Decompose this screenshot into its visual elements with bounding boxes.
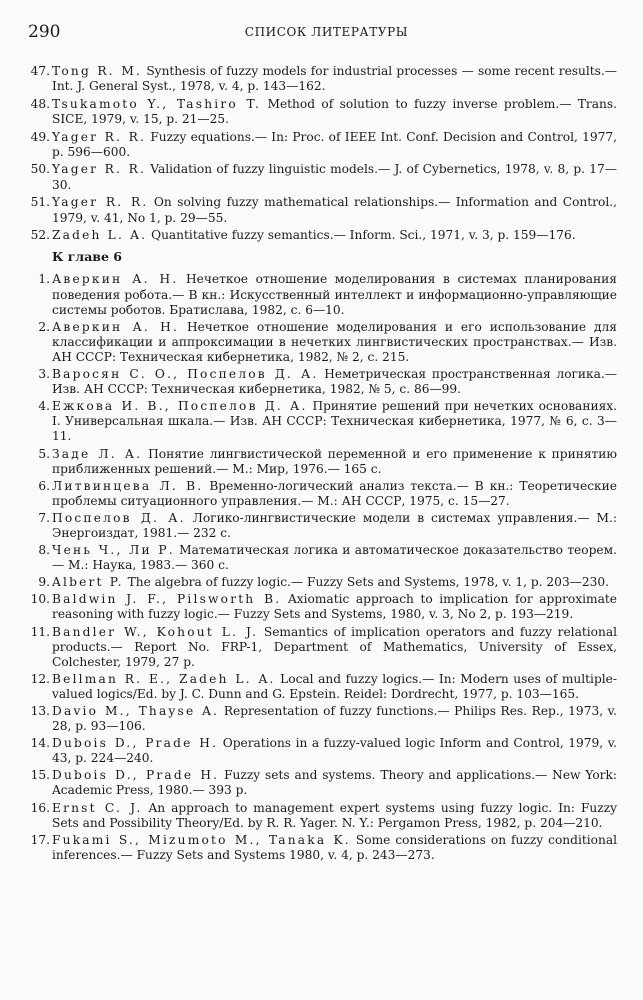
- reference-number: 5.: [38, 446, 50, 461]
- reference-author: Заде Л. А.: [52, 446, 143, 461]
- reference-text: Принятие решений при нечетких основаниях. I. Универсальная шкала.— Изв. АН СССР: Техническая кибернетика, 1977, № 6, с. 3—11.: [52, 399, 618, 444]
- reference-entry: [22, 367, 617, 397]
- reference-number: 14.: [30, 736, 50, 751]
- reference-author: Аверкин А. Н.: [52, 319, 180, 334]
- reference-list-previous-chapter: [22, 64, 617, 243]
- reference-entry: [22, 511, 617, 541]
- reference-list-chapter-6: [22, 272, 617, 862]
- reference-number: 50.: [30, 162, 50, 177]
- reference-text: Понятие лингвистической переменной и его применение к принятию приближенных решений.— М.: Мир, 1976.— 165 с.: [52, 446, 617, 476]
- reference-number: 16.: [30, 800, 50, 815]
- reference-entry: [22, 447, 617, 477]
- reference-entry: [22, 736, 617, 766]
- reference-author: Tong R. M.: [52, 64, 143, 78]
- reference-text: Validation of fuzzy linguistic models.— J. of Cybernetics, 1978, v. 8, p. 17—30.: [52, 162, 617, 192]
- reference-number: 6.: [38, 478, 50, 493]
- reference-text: Axiomatic approach to implication for approximate reasoning with fuzzy logic.— Fuzzy Sets and Systems, 1980, v. 3, No 2, p. 193—219.: [52, 592, 617, 622]
- reference-number: 10.: [30, 592, 50, 607]
- bibliography: [22, 64, 617, 865]
- reference-number: 17.: [30, 832, 50, 847]
- reference-text: Временно-логический анализ текста.— В кн.: Теоретические проблемы ситуационного управления.— М.: АН СССР, 1975, с. 15—27.: [52, 478, 617, 508]
- reference-author: Ernst C. J.: [52, 800, 143, 815]
- reference-entry: [22, 130, 617, 161]
- reference-text: The algebra of fuzzy logic.— Fuzzy Sets and Systems, 1978, v. 1, p. 203—230.: [123, 575, 610, 590]
- reference-text: Quantitative fuzzy semantics.— Inform. Sci., 1971, v. 3, p. 159—176.: [147, 228, 576, 243]
- reference-author: Yager R. R.: [52, 195, 149, 210]
- reference-text: Математическая логика и автоматическое доказательство теорем.— М.: Наука, 1983.— 360 с.: [52, 543, 617, 573]
- reference-number: 1.: [38, 272, 50, 287]
- reference-author: Варосян С. О., Поспелов Д. А.: [52, 367, 319, 382]
- reference-text: An approach to management expert systems using fuzzy logic. In: Fuzzy Sets and Possibility Theory/Ed. by R. R. Yager. N. Y.: Pergamon Press, 1982, p. 204—210.: [52, 800, 617, 830]
- reference-entry: [22, 228, 617, 243]
- reference-author: Чень Ч., Ли Р.: [52, 543, 175, 558]
- section-heading: К главе 6: [52, 249, 122, 265]
- reference-number: 47.: [30, 64, 50, 78]
- reference-number: 4.: [38, 399, 50, 414]
- running-head: СПИСОК ЛИТЕРАТУРЫ: [244, 25, 409, 39]
- reference-text: Fuzzy equations.— In: Proc. of IEEE Int. Conf. Decision and Control, 1977, p. 596—600.: [52, 129, 617, 160]
- reference-author: Zadeh L. A.: [52, 228, 148, 243]
- reference-number: 2.: [38, 319, 50, 334]
- reference-entry: [22, 272, 617, 317]
- reference-entry: [22, 704, 617, 734]
- reference-text: Fuzzy sets and systems. Theory and applications.— New York: Academic Press, 1980.— 393 p.: [52, 768, 617, 798]
- reference-entry: [22, 543, 617, 573]
- reference-author: Bellman R. E., Zadeh L. A.: [52, 671, 276, 686]
- reference-entry: [22, 162, 617, 193]
- reference-author: Davio M., Thayse A.: [52, 704, 220, 718]
- reference-author: Литвинцева Л. В.: [52, 478, 204, 493]
- reference-text: Логико-лингвистические модели в системах управления.— М.: Энергоиздат, 1981.— 232 с.: [52, 510, 617, 540]
- page-number: 290: [28, 22, 61, 42]
- reference-number: 49.: [30, 129, 50, 144]
- reference-entry: [22, 479, 617, 509]
- reference-entry: [22, 575, 617, 590]
- reference-author: Поспелов Д. А.: [52, 510, 186, 525]
- reference-number: 9.: [38, 575, 50, 590]
- reference-number: 11.: [30, 624, 50, 639]
- reference-entry: [22, 320, 617, 365]
- reference-entry: [22, 195, 617, 226]
- reference-author: Yager R. R.: [52, 162, 147, 177]
- reference-author: Dubois D., Prade H.: [52, 768, 220, 783]
- reference-number: 8.: [38, 543, 50, 558]
- reference-entry: [22, 672, 617, 702]
- reference-entry: [22, 625, 617, 670]
- reference-number: 52.: [30, 228, 50, 243]
- reference-author: Dubois D., Prade H.: [52, 736, 219, 751]
- reference-text: Method of solution to fuzzy inverse problem.— Trans. SICE, 1979, v. 15, p. 21—25.: [52, 96, 617, 127]
- reference-author: Yager R. R.: [52, 129, 147, 144]
- reference-number: 15.: [30, 768, 50, 783]
- reference-author: Albert P.: [52, 575, 124, 590]
- reference-text: Нечеткое отношение моделирования в системах планирования поведения робота.— В кн.: Искусственный интеллект и информационно-управляющие системы роботов. Братислава, 1982, с. 6—10.: [52, 272, 617, 317]
- reference-number: 13.: [30, 704, 50, 718]
- reference-entry: [22, 399, 617, 444]
- reference-text: Synthesis of fuzzy models for industrial processes — some recent results.— Int. J. General Syst., 1978, v. 4, p. 143—162.: [52, 64, 617, 94]
- reference-text: Some considerations on fuzzy conditional inferences.— Fuzzy Sets and Systems 1980, v. 4, p. 243—273.: [52, 832, 617, 862]
- reference-number: 51.: [30, 195, 50, 210]
- reference-number: 48.: [30, 96, 50, 111]
- reference-author: Аверкин А. Н.: [52, 272, 179, 287]
- reference-number: 12.: [30, 671, 50, 686]
- reference-text: Неметрическая пространственная логика.— Изв. АН СССР: Техническая кибернетика, 1982, № 5, с. 86—99.: [52, 367, 617, 397]
- reference-number: 3.: [38, 367, 50, 382]
- reference-entry: [22, 592, 617, 622]
- reference-author: Bandler W., Kohout L. J.: [52, 624, 259, 639]
- reference-entry: [22, 801, 617, 831]
- reference-text: Нечеткое отношение моделирования и его использование для классификации и аппроксимации в нечетких лингвистических пространствах.— Изв. АН СССР: Техническая кибернетика, 1982, № 2, с. 215.: [52, 319, 617, 364]
- reference-author: Tsukamoto Y., Tashiro T.: [52, 96, 262, 111]
- reference-entry: [22, 97, 617, 128]
- reference-text: Local and fuzzy logics.— In: Modern uses of multiple-valued logics/Ed. by J. C. Dunn and G. Epstein. Reidel: Dordrecht, 1977, p. 103—165.: [52, 671, 617, 701]
- reference-author: Fukami S., Mizumoto M., Tanaka K.: [52, 832, 351, 847]
- page-header: [28, 22, 625, 46]
- reference-entry: [22, 64, 617, 95]
- reference-text: Semantics of implication operators and fuzzy relational products.— Report No. FRP-1, Department of Mathematics, University of Essex, Colchester, 1979, 27 p.: [52, 624, 617, 669]
- reference-text: On solving fuzzy mathematical relationships.— Information and Control., 1979, v. 41, No 1, p. 29—55.: [52, 195, 617, 225]
- reference-number: 7.: [38, 510, 50, 525]
- reference-author: Baldwin J. F., Pilsworth B.: [52, 592, 282, 607]
- reference-text: Representation of fuzzy functions.— Philips Res. Rep., 1973, v. 28, p. 93—106.: [52, 704, 617, 734]
- reference-entry: [22, 833, 617, 863]
- reference-text: Operations in a fuzzy-valued logic Inform and Control, 1979, v. 43, p. 224—240.: [52, 736, 618, 766]
- reference-author: Ежкова И. В., Поспелов Д. А.: [52, 399, 308, 414]
- reference-entry: [22, 768, 617, 798]
